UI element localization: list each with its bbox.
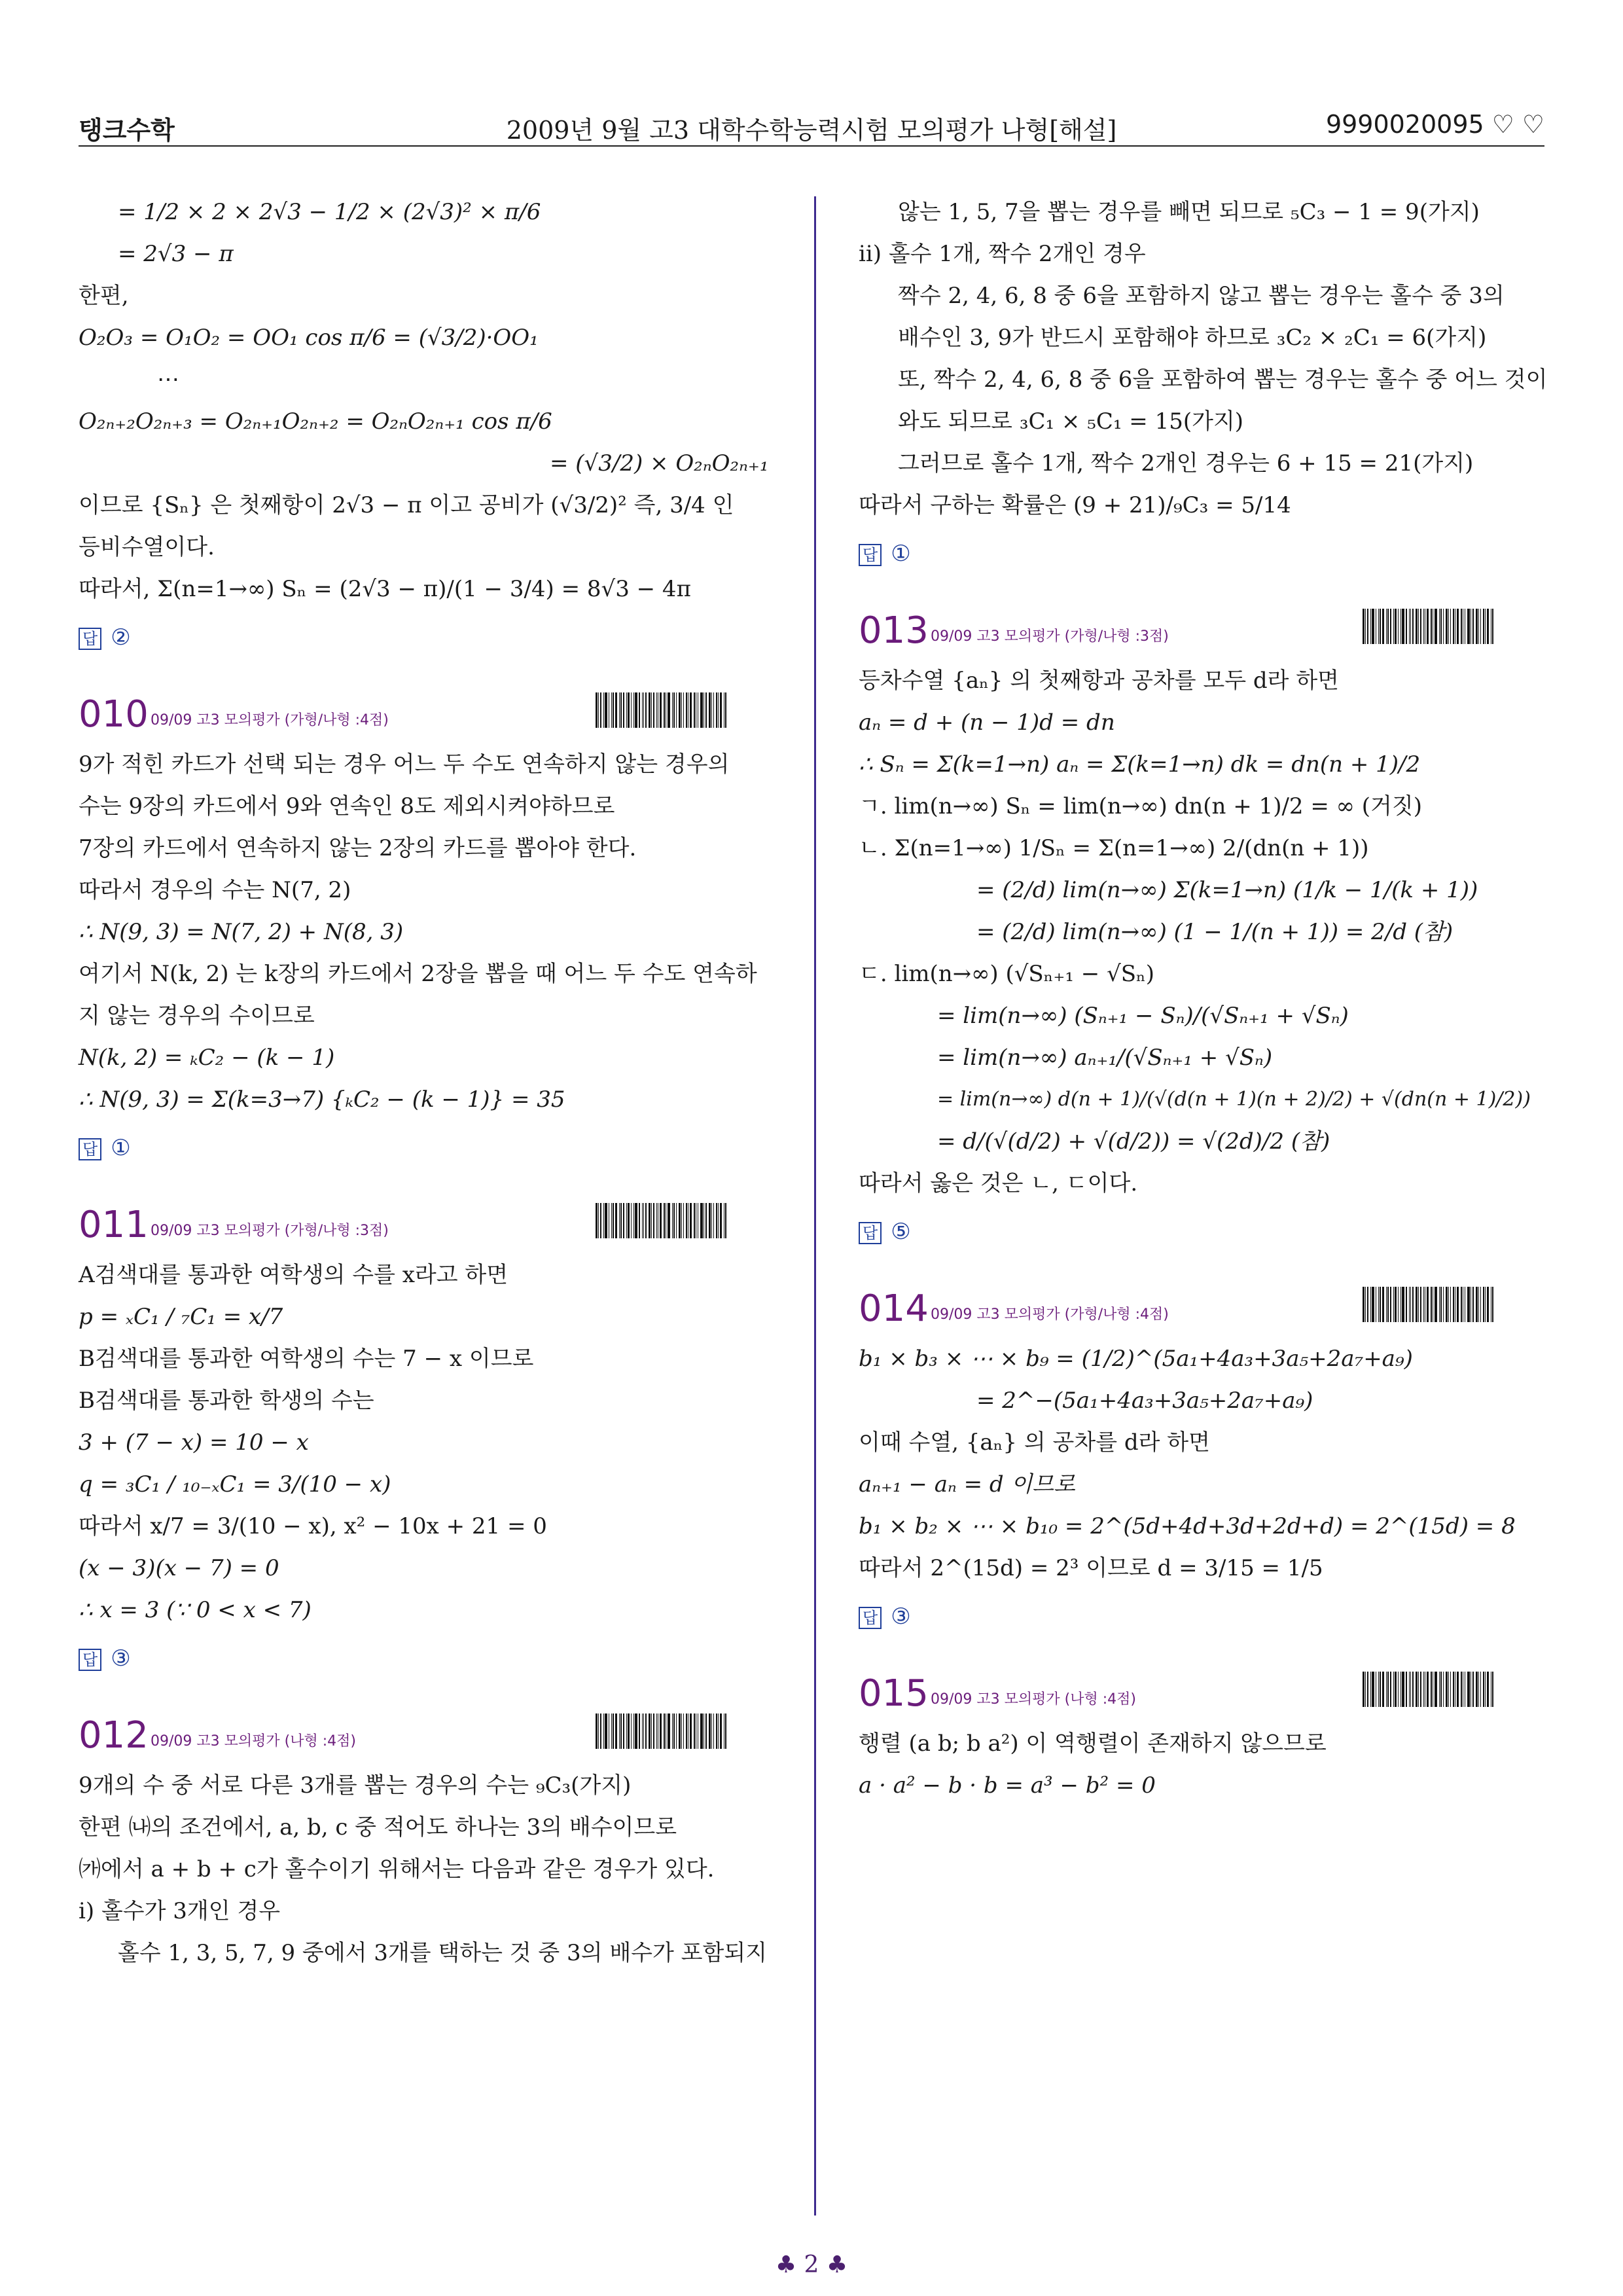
answer-value: ⑤ bbox=[891, 1219, 911, 1245]
solution-line: N(k, 2) = ₖC₂ − (k − 1) bbox=[79, 1045, 335, 1071]
answer-value: ① bbox=[891, 541, 911, 567]
solution-line: 와도 되므로 ₃C₁ × ₅C₁ = 15(가지) bbox=[898, 408, 1244, 435]
answer-mark bbox=[79, 1639, 785, 1678]
answer-label: 답 bbox=[859, 1222, 882, 1244]
answer-value: ③ bbox=[111, 1645, 131, 1672]
answer-value: ① bbox=[111, 1135, 131, 1161]
question-header-012 bbox=[79, 1702, 785, 1758]
solution-line: aₙ = d + (n − 1)d = dn bbox=[859, 709, 1115, 736]
solution-line: 홀수 1, 3, 5, 7, 9 중에서 3개를 택하는 것 중 3의 배수가 포함되지 bbox=[118, 1940, 768, 1966]
solution-line: B검색대를 통과한 여학생의 수는 7 − x 이므로 bbox=[79, 1346, 534, 1372]
solution-line: = (2/d) lim(n→∞) Σ(k=1→n) (1/k − 1/(k + 1)) bbox=[976, 877, 1478, 903]
right-column bbox=[859, 191, 1552, 1806]
answer-label: 답 bbox=[859, 544, 882, 566]
answer-mark bbox=[79, 618, 785, 657]
barcode-icon bbox=[1363, 1287, 1552, 1322]
brand-name: 탱크수학 bbox=[79, 116, 175, 145]
solution-line: = lim(n→∞) aₙ₊₁/(√Sₙ₊₁ + √Sₙ) bbox=[937, 1045, 1273, 1071]
solution-line: O₂O₃ = O₁O₂ = OO₁ cos π/6 = (√3/2)·OO₁ bbox=[79, 325, 539, 351]
solution-line: 9가 적힌 카드가 선택 되는 경우 어느 두 수도 연속하지 않는 경우의 bbox=[79, 751, 730, 778]
answer-value: ② bbox=[111, 624, 131, 651]
solution-line: 않는 1, 5, 7을 뽑는 경우를 빼면 되므로 ₅C₃ − 1 = 9(가지) bbox=[898, 199, 1480, 225]
solution-line: A검색대를 통과한 여학생의 수를 x라고 하면 bbox=[79, 1262, 508, 1288]
answer-mark bbox=[859, 1212, 1552, 1251]
solution-line: 따라서 구하는 확률은 (9 + 21)/₉C₃ = 5/14 bbox=[859, 492, 1291, 518]
solution-line: 이므로 {Sₙ} 은 첫째항이 2√3 − π 이고 공비가 (√3/2)² 즉, 3/4 인 bbox=[79, 492, 734, 518]
barcode-icon bbox=[596, 692, 785, 728]
solution-line: 7장의 카드에서 연속하지 않는 2장의 카드를 뽑아야 한다. bbox=[79, 835, 637, 861]
solution-line: 한편, bbox=[79, 283, 129, 309]
solution-line: ⋯ bbox=[157, 367, 179, 393]
question-meta: 09/09 고3 모의평가 (가형/나형 :4점) bbox=[151, 712, 389, 728]
solution-line: 따라서 옳은 것은 ㄴ, ㄷ이다. bbox=[859, 1170, 1138, 1196]
solution-line: ⅰ) 홀수가 3개인 경우 bbox=[79, 1898, 281, 1924]
document-code: 9990020095 ♡ ♡ bbox=[1325, 110, 1544, 139]
answer-mark bbox=[79, 1128, 785, 1168]
solution-line: 배수인 3, 9가 반드시 포함해야 하므로 ₃C₂ × ₂C₁ = 6(가지) bbox=[898, 325, 1487, 351]
solution-line: B검색대를 통과한 학생의 수는 bbox=[79, 1388, 374, 1414]
answer-mark bbox=[859, 534, 1552, 573]
barcode-icon bbox=[596, 1713, 785, 1749]
answer-label: 답 bbox=[79, 628, 101, 650]
solution-line: ∴ N(9, 3) = N(7, 2) + N(8, 3) bbox=[79, 919, 404, 945]
solution-line: 9개의 수 중 서로 다른 3개를 뽑는 경우의 수는 ₉C₃(가지) bbox=[79, 1772, 632, 1799]
solution-line: 한편 ㈏의 조건에서, a, b, c 중 적어도 하나는 3의 배수이므로 bbox=[79, 1814, 677, 1840]
barcode-icon bbox=[1363, 609, 1552, 644]
question-meta: 09/09 고3 모의평가 (가형/나형 :3점) bbox=[151, 1223, 389, 1239]
solution-line: = 1/2 × 2 × 2√3 − 1/2 × (2√3)² × π/6 bbox=[118, 199, 541, 225]
question-number: 015 bbox=[859, 1672, 929, 1715]
barcode-icon bbox=[1363, 1672, 1552, 1707]
question-number: 012 bbox=[79, 1714, 149, 1757]
page-header bbox=[79, 110, 1544, 149]
solution-line: 따라서 2^(15d) = 2³ 이므로 d = 3/15 = 1/5 bbox=[859, 1555, 1323, 1581]
question-header-015 bbox=[859, 1660, 1552, 1716]
solution-line: 3 + (7 − x) = 10 − x bbox=[79, 1429, 309, 1456]
question-number: 013 bbox=[859, 609, 929, 652]
solution-line: = (√3/2) × O₂ₙO₂ₙ₊₁ bbox=[550, 450, 769, 476]
barcode-icon bbox=[596, 1203, 785, 1238]
solution-line: 지 않는 경우의 수이므로 bbox=[79, 1003, 315, 1029]
answer-mark bbox=[859, 1597, 1552, 1636]
solution-line: (x − 3)(x − 7) = 0 bbox=[79, 1555, 279, 1581]
solution-line: ㈎에서 a + b + c가 홀수이기 위해서는 다음과 같은 경우가 있다. bbox=[79, 1856, 715, 1882]
answer-value: ③ bbox=[891, 1604, 911, 1630]
solution-line: 짝수 2, 4, 6, 8 중 6을 포함하지 않고 뽑는 경우는 홀수 중 3의 bbox=[898, 283, 1505, 309]
solution-line: b₁ × b₂ × ⋯ × b₁₀ = 2^(5d+4d+3d+2d+d) = 2^(15d) = 8 bbox=[859, 1513, 1516, 1539]
solution-line: ㄷ. lim(n→∞) (√Sₙ₊₁ − √Sₙ) bbox=[859, 961, 1155, 987]
solution-line: = lim(n→∞) d(n + 1)/(√(d(n + 1)(n + 2)/2) + √(dn(n + 1)/2)) bbox=[937, 1088, 1531, 1111]
answer-label: 답 bbox=[79, 1138, 101, 1160]
solution-line: = 2√3 − π bbox=[118, 241, 234, 267]
solution-line: 등비수열이다. bbox=[79, 534, 215, 560]
question-number: 010 bbox=[79, 693, 149, 736]
question-header-014 bbox=[859, 1275, 1552, 1331]
solution-line: = d/(√(d/2) + √(d/2)) = √(2d)/2 (참) bbox=[937, 1128, 1330, 1155]
solution-line: 등차수열 {aₙ} 의 첫째항과 공차를 모두 d라 하면 bbox=[859, 668, 1340, 694]
page-number: ♣ 2 ♣ bbox=[775, 2251, 848, 2278]
solution-line: 수는 9장의 카드에서 9와 연속인 8도 제외시켜야하므로 bbox=[79, 793, 615, 819]
solution-line: 또, 짝수 2, 4, 6, 8 중 6을 포함하여 뽑는 경우는 홀수 중 어느 것이 bbox=[898, 367, 1548, 393]
solution-line: 그러므로 홀수 1개, 짝수 2개인 경우는 6 + 15 = 21(가지) bbox=[898, 450, 1474, 476]
answer-label: 답 bbox=[79, 1649, 101, 1671]
question-number: 014 bbox=[859, 1287, 929, 1330]
solution-line: ㄴ. Σ(n=1→∞) 1/Sₙ = Σ(n=1→∞) 2/(dn(n + 1)) bbox=[859, 835, 1369, 861]
document-title: 2009년 9월 고3 대학수학능력시험 모의평가 나형[해설] bbox=[506, 116, 1117, 145]
question-number: 011 bbox=[79, 1204, 149, 1246]
question-meta: 09/09 고3 모의평가 (나형 :4점) bbox=[151, 1733, 356, 1749]
solution-line: 따라서 경우의 수는 N(7, 2) bbox=[79, 877, 351, 903]
question-header-013 bbox=[859, 597, 1552, 653]
solution-line: b₁ × b₃ × ⋯ × b₉ = (1/2)^(5a₁+4a₃+3a₅+2a₇+a₉) bbox=[859, 1346, 1413, 1372]
solution-line: = lim(n→∞) (Sₙ₊₁ − Sₙ)/(√Sₙ₊₁ + √Sₙ) bbox=[937, 1003, 1349, 1029]
question-header-010 bbox=[79, 681, 785, 737]
solution-line: = (2/d) lim(n→∞) (1 − 1/(n + 1)) = 2/d (참) bbox=[976, 919, 1454, 945]
question-meta: 09/09 고3 모의평가 (가형/나형 :3점) bbox=[931, 628, 1169, 645]
solution-line: q = ₃C₁ / ₁₀₋ₓC₁ = 3/(10 − x) bbox=[79, 1471, 391, 1498]
solution-line: 따라서 x/7 = 3/(10 − x), x² − 10x + 21 = 0 bbox=[79, 1513, 547, 1539]
solution-line: ㄱ. lim(n→∞) Sₙ = lim(n→∞) dn(n + 1)/2 = ∞ (거짓) bbox=[859, 793, 1422, 819]
left-column bbox=[79, 191, 785, 1974]
solution-line: a · a² − b · b = a³ − b² = 0 bbox=[859, 1772, 1156, 1799]
solution-line: 여기서 N(k, 2) 는 k장의 카드에서 2장을 뽑을 때 어느 두 수도 연속하 bbox=[79, 961, 757, 987]
solution-line: ∴ N(9, 3) = Σ(k=3→7) {ₖC₂ − (k − 1)} = 35 bbox=[79, 1086, 565, 1113]
solution-line: ∴ x = 3 (∵ 0 < x < 7) bbox=[79, 1597, 312, 1623]
solution-line: O₂ₙ₊₂O₂ₙ₊₃ = O₂ₙ₊₁O₂ₙ₊₂ = O₂ₙO₂ₙ₊₁ cos π/6 bbox=[79, 408, 552, 435]
solution-line: 이때 수열, {aₙ} 의 공차를 d라 하면 bbox=[859, 1429, 1210, 1456]
answer-label: 답 bbox=[859, 1607, 882, 1629]
solution-line: 행렬 (a b; b a²) 이 역행렬이 존재하지 않으므로 bbox=[859, 1731, 1327, 1757]
solution-line: = 2^−(5a₁+4a₃+3a₅+2a₇+a₉) bbox=[976, 1388, 1313, 1414]
column-divider bbox=[814, 196, 816, 2215]
solution-line: p = ₓC₁ / ₇C₁ = x/7 bbox=[79, 1304, 283, 1330]
solution-line: 따라서, Σ(n=1→∞) Sₙ = (2√3 − π)/(1 − 3/4) = 8√3 − 4π bbox=[79, 576, 691, 602]
solution-line: aₙ₊₁ − aₙ = d 이므로 bbox=[859, 1471, 1075, 1498]
question-header-011 bbox=[79, 1191, 785, 1247]
solution-line: ⅱ) 홀수 1개, 짝수 2개인 경우 bbox=[859, 241, 1146, 267]
question-meta: 09/09 고3 모의평가 (가형/나형 :4점) bbox=[931, 1306, 1169, 1323]
question-meta: 09/09 고3 모의평가 (나형 :4점) bbox=[931, 1691, 1136, 1708]
solution-line: ∴ Sₙ = Σ(k=1→n) aₙ = Σ(k=1→n) dk = dn(n + 1)/2 bbox=[859, 751, 1421, 778]
header-rule bbox=[79, 145, 1544, 147]
